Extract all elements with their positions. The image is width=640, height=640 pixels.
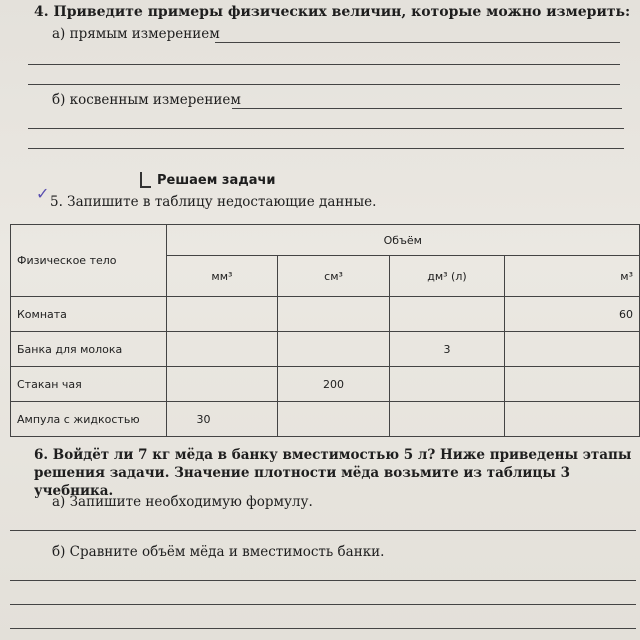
row-name: Комната <box>11 297 167 332</box>
cell-cm3[interactable]: 200 <box>278 367 389 402</box>
table-row <box>11 297 640 332</box>
table-row <box>11 402 640 437</box>
task-6b-label: б) Сравните объём мёда и вместимость банки. <box>52 544 385 560</box>
unit-m3: м³ <box>505 256 640 297</box>
volume-table <box>10 224 640 437</box>
cell-m3[interactable] <box>505 332 640 367</box>
cell-mm3[interactable] <box>166 332 278 367</box>
task-6a-label: а) Запишите необходимую формулу. <box>52 494 313 510</box>
cell-cm3[interactable] <box>278 402 389 437</box>
header-volume: Объём <box>166 225 639 256</box>
answer-line[interactable] <box>10 530 636 531</box>
task-4b-label: б) косвенным измерением <box>52 92 241 108</box>
unit-mm3: мм³ <box>166 256 278 297</box>
cell-m3[interactable] <box>505 402 640 437</box>
answer-line[interactable] <box>215 42 620 43</box>
cell-dm3[interactable]: 3 <box>389 332 504 367</box>
section-title: Решаем задачи <box>157 172 276 188</box>
section-bracket-icon <box>140 172 151 188</box>
answer-line[interactable] <box>28 148 624 149</box>
table-row <box>11 332 640 367</box>
cell-m3[interactable] <box>505 367 640 402</box>
checkmark-icon: ✓ <box>36 184 50 203</box>
answer-line[interactable] <box>10 604 636 605</box>
answer-line[interactable] <box>28 128 624 129</box>
cell-cm3[interactable] <box>278 332 389 367</box>
cell-mm3[interactable] <box>166 297 278 332</box>
task-5-title: 5. Запишите в таблицу недостающие данные. <box>50 194 377 210</box>
row-name: Ампула с жидкостью <box>11 402 167 437</box>
cell-mm3[interactable]: 30 <box>166 402 278 437</box>
cell-dm3[interactable] <box>389 297 504 332</box>
section-heading <box>140 172 276 188</box>
row-name: Стакан чая <box>11 367 167 402</box>
cell-dm3[interactable] <box>389 402 504 437</box>
answer-line[interactable] <box>10 580 636 581</box>
cell-mm3[interactable] <box>166 367 278 402</box>
answer-line[interactable] <box>232 108 622 109</box>
unit-dm3: дм³ (л) <box>389 256 504 297</box>
cell-m3[interactable]: 60 <box>505 297 640 332</box>
answer-line[interactable] <box>10 628 636 629</box>
header-body: Физическое тело <box>11 225 167 297</box>
unit-cm3: см³ <box>278 256 389 297</box>
task-6-title: 6. Войдёт ли 7 кг мёда в банку вместимостью 5 л? Ниже приведены этапы решения задачи. Значение плотности мёда возьмите из таблицы 3 учебника. <box>34 447 632 499</box>
table-row <box>11 367 640 402</box>
answer-line[interactable] <box>28 84 620 85</box>
task-4a-label: а) прямым измерением <box>52 26 220 42</box>
row-name: Банка для молока <box>11 332 167 367</box>
task-4-title: 4. Приведите примеры физических величин, которые можно измерить: <box>34 4 631 20</box>
cell-dm3[interactable] <box>389 367 504 402</box>
answer-line[interactable] <box>28 64 620 65</box>
cell-cm3[interactable] <box>278 297 389 332</box>
